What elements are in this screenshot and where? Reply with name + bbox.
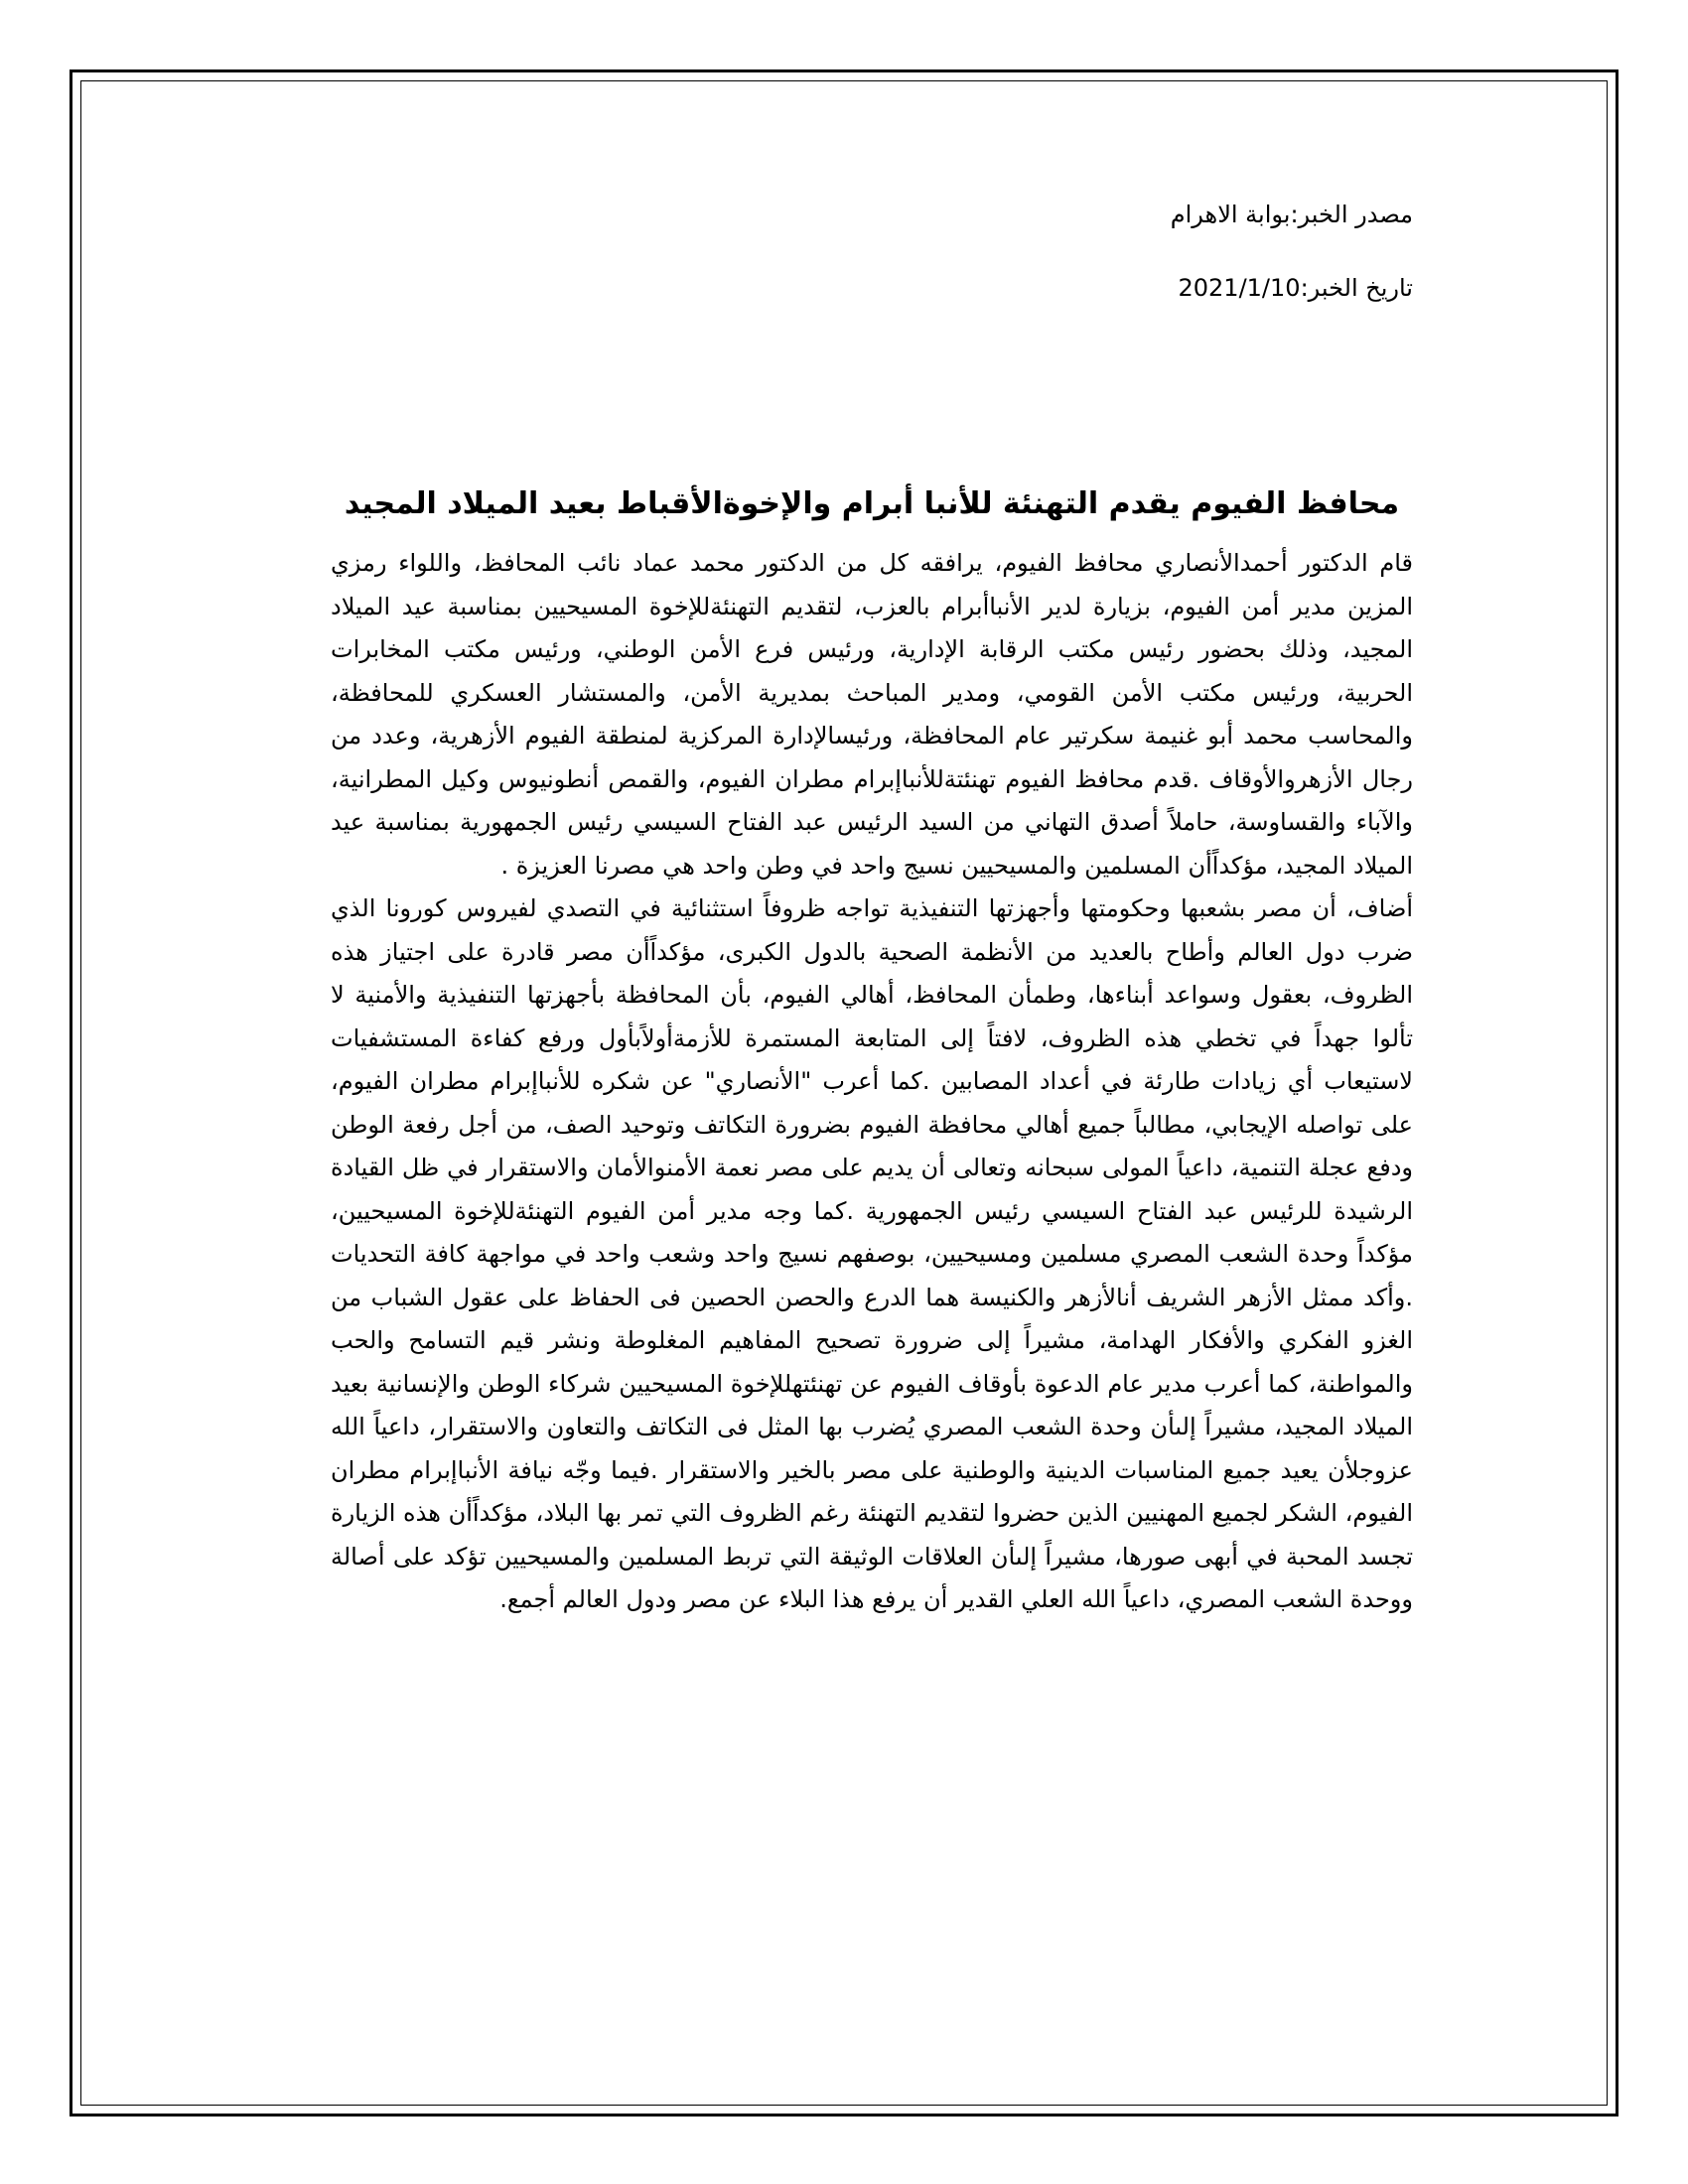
article-body [331,542,1413,1622]
article-paragraph: أضاف، أن مصر بشعبها وحكومتها وأجهزتها التنفيذية تواجه ظروفاً استثنائية في التصدي لفيروس كورونا الذي ضرب دول العالم وأطاح بالعديد من الأنظمة الصحية بالدول الكبرى، مؤكداًأن مصر قادرة على اجتياز هذه الظروف، بعقول وسواعد أبناءها، وطمأن المحافظ، أهالي الفيوم، بأن المحافظة بأجهزتها التنفيذية والأمنية لا تألوا جهداً في تخطي هذه الظروف، لافتاً إلى المتابعة المستمرة للأزمةأولاًبأول ورفع كفاءة المستشفيات لاستيعاب أي زيادات طارئة في أعداد المصابين .كما أعرب "الأنصاري" عن شكره للأنباإبرام مطران الفيوم، على تواصله الإيجابي، مطالباً جميع أهالي محافظة الفيوم بضرورة التكاتف وتوحيد الصف، من أجل رفعة الوطن ودفع عجلة التنمية، داعياً المولى سبحانه وتعالى أن يديم على مصر نعمة الأمنوالأمان والاستقرار في ظل القيادة الرشيدة للرئيس عبد الفتاح السيسي رئيس الجمهورية .كما وجه مدير أمن الفيوم التهنئةللإخوة المسيحيين، مؤكداً وحدة الشعب المصري مسلمين ومسيحيين، بوصفهم نسيج واحد وشعب واحد في مواجهة كافة التحديات .وأكد ممثل الأزهر الشريف أنالأزهر والكنيسة هما الدرع والحصن الحصين فى الحفاظ على عقول الشباب من الغزو الفكري والأفكار الهدامة، مشيراً إلى ضرورة تصحيح المفاهيم المغلوطة ونشر قيم التسامح والحب والمواطنة، كما أعرب مدير عام الدعوة بأوقاف الفيوم عن تهنئتهللإخوة المسيحيين شركاء الوطن والإنسانية بعيد الميلاد المجيد، مشيراً إلىأن وحدة الشعب المصري يُضرب بها المثل فى التكاتف والتعاون والاستقرار، داعياً الله عزوجلأن يعيد جميع المناسبات الدينية والوطنية على مصر بالخير والاستقرار .فيما وجّه نيافة الأنباإبرام مطران الفيوم، الشكر لجميع المهنيين الذين حضروا لتقديم التهنئة رغم الظروف التي تمر بها البلاد، مؤكداًأن هذه الزيارة تجسد المحبة في أبهى صورها، مشيراً إلىأن العلاقات الوثيقة التي تربط المسلمين والمسيحيين تؤكد على أصالة ووحدة الشعب المصري، داعياً الله العلي القدير أن يرفع هذا البلاء عن مصر ودول العالم أجمع. [331,894,1413,1613]
document-content [331,199,1413,1622]
news-date: تاريخ الخبر:2021/1/10 [1178,274,1413,302]
article-headline: محافظ الفيوم يقدم التهنئة للأنبا أبرام والإخوةالأقباط بعيد الميلاد المجيد [344,486,1400,521]
news-source: مصدر الخبر:بوابة الاهرام [1170,201,1413,228]
article-paragraph: قام الدكتور أحمدالأنصاري محافظ الفيوم، يرافقه كل من الدكتور محمد عماد نائب المحافظ، واللواء رمزي المزين مدير أمن الفيوم، بزيارة لدير الأنباأبرام بالعزب، لتقديم التهنئةللإخوة المسيحيين بمناسبة عيد الميلاد المجيد، وذلك بحضور رئيس مكتب الرقابة الإدارية، ورئيس فرع الأمن الوطني، ورئيس مكتب المخابرات الحربية، ورئيس مكتب الأمن القومي، ومدير المباحث بمديرية الأمن، والمستشار العسكري للمحافظة، والمحاسب محمد أبو غنيمة سكرتير عام المحافظة، ورئيسالإدارة المركزية لمنطقة الفيوم الأزهرية، وعدد من رجال الأزهروالأوقاف .قدم محافظ الفيوم تهنئتةللأنباإبرام مطران الفيوم، والقمص أنطونيوس وكيل المطرانية، والآباء والقساوسة، حاملاً أصدق التهاني من السيد الرئيس عبد الفتاح السيسي رئيس الجمهورية بمناسبة عيد الميلاد المجيد، مؤكداًأن المسلمين والمسيحيين نسيج واحد في وطن واحد هي مصرنا العزيزة . [331,549,1413,880]
